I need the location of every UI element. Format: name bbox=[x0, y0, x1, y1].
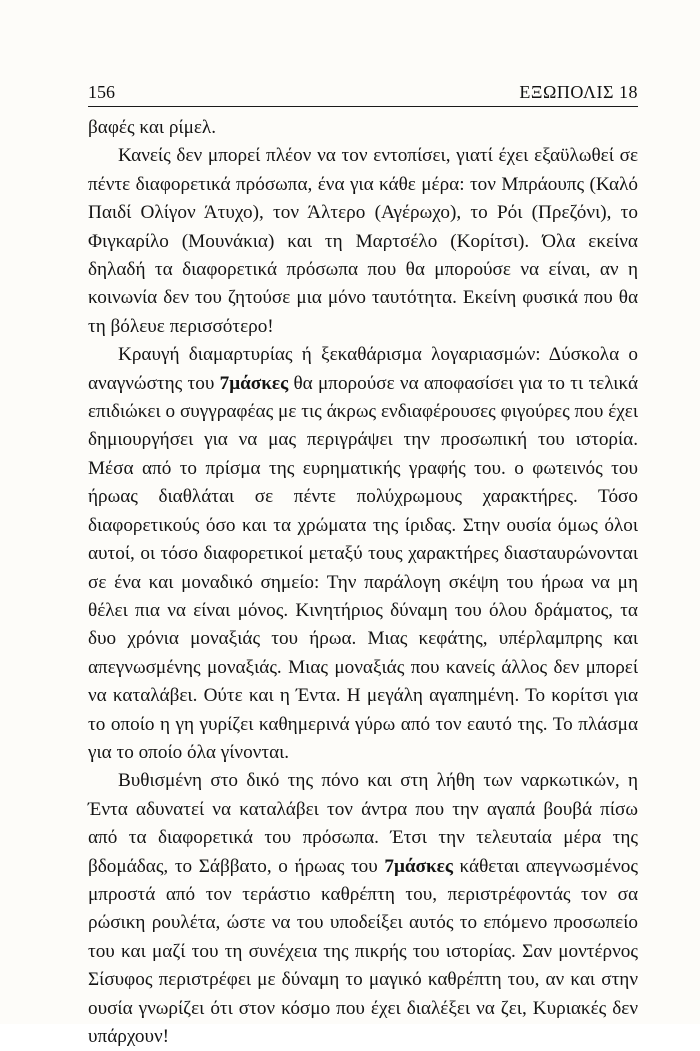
paragraph-enta bbox=[88, 767, 638, 1051]
paragraph-outcry bbox=[88, 341, 638, 767]
page-number: 156 bbox=[88, 82, 115, 102]
page-header bbox=[88, 80, 638, 107]
running-head: ΕΞΩΠΟΛΙΣ 18 bbox=[519, 82, 638, 102]
body-text bbox=[88, 114, 638, 1051]
paragraph-enta-start: Βυθισμένη στο δικό της πόνο και στη λήθη των ναρκωτικών, η Έντα αδυνατεί να καταλάβει τον άντρα που την αγαπά βουβά πίσω από τα διαφορετικά του πρόσωπα. Έτσι την τελευταία μέρα της βδομάδας, το Σάββατο, ο ήρωας του bbox=[88, 770, 638, 877]
paragraph-outcry-start: Κραυγή διαμαρτυρίας ή ξεκαθάρισμα λογαριασμών: Δύσκολα ο αναγνώστης του bbox=[88, 344, 638, 394]
paragraph-enta-rest: κάθεται απεγνωσμένος μπροστά από τον τεράστιο καθρέπτη του, περιστρέφοντάς τον σα ρώσικη ρουλέτα, ώστε να του υποδείξει αυτός το επόμενο προσωπείο του και μαζί του τη συνέχεια της πικρής του ιστορίας. Σαν μοντέρνος Σίσυφος περιστρέφει με δύναμη το μαγικό καθρέπτη του, αν και στην ουσία γνωρίζει ότι στον κόσμο που έχει διαλέξει να ζει, Κυριακές δεν υπάρχουν! bbox=[88, 855, 638, 1047]
paragraph-outcry-rest: θα μπορούσε να αποφασίσει για το τι τελικά επιδιώκει ο συγγραφέας με τις άκρως ενδιαφέρουσες φιγούρες που έχει δημιουργήσει για να μας περιγράψει την προσωπική του ιστορία. Μέσα από το πρίσμα της ευρηματικής γραφής του. ο φωτεινός του ήρωας διαθλάται σε πέντε πολύχρωμους χαρακτήρες. Τόσο διαφορετικούς όσο και τα χρώματα της ίριδας. Στην ουσία όμως όλοι αυτοί, οι τόσο διαφορετικοί μεταξύ τους χαρακτήρες διασταυρώνονται σε ένα και μοναδικό σημείο: Την παράλογη σκέψη του ήρωα να μη θέλει πια να είναι μόνος. Κινητήριος δύναμη του όλου δράματος, τα δυο χρόνια μοναξιάς του ήρωα. Μιας κεφάτης, υπέρλαμπρης και απεγνωσμένης μοναξιάς. Μιας μοναξιάς που κανείς άλλος δεν μπορεί να καταλάβει. Ούτε και η Έντα. Η μεγάλη αγαπημένη. Το κορίτσι για το οποίο η γη γυρίζει καθημερινά γύρω από τον εαυτό της. Το πλάσμα για το οποίο όλα γίνονται. bbox=[88, 372, 638, 763]
paragraph-continuation: βαφές και ρίμελ. bbox=[88, 117, 217, 138]
book-title-mention: 7μάσκες bbox=[219, 372, 289, 394]
book-title-mention: 7μάσκες bbox=[384, 855, 453, 877]
paragraph-masks: Κανείς δεν μπορεί πλέον να τον εντοπίσει, γιατί έχει εξαϋλωθεί σε πέντε διαφορετικά πρόσωπα, ένα για κάθε μέρα: τον Μπράουπς (Καλό Παιδί Ολίγον Άτυχο), τον Άλτερο (Αγέρωχο), το Ρόι (Πρεζόνι), το Φιγκαρίλο (Μουνάκια) και τη Μαρτσέλο (Κορίτσι). Όλα εκείνα δηλαδή τα διαφορετικά πρόσωπα που θα μπορούσε να είναι, αν η κοινωνία δεν του ζητούσε μια μόνο ταυτότητα. Εκείνη φυσικά που θα τη βόλευε περισσότερο! bbox=[88, 145, 638, 337]
